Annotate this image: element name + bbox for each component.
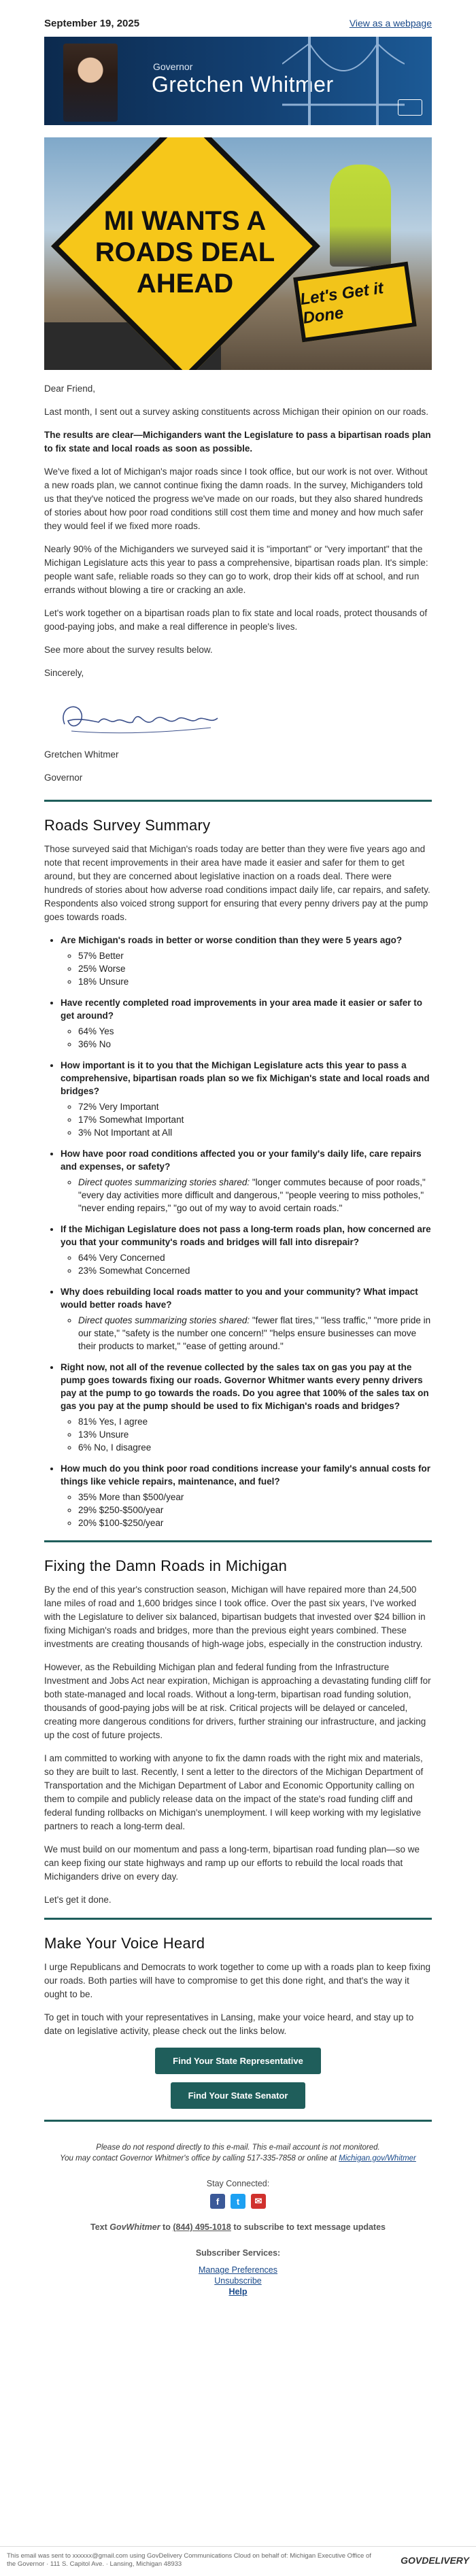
fix-paragraph: By the end of this year's construction season, Michigan will have repaired more than 24,500 lane miles of road and 1,600 bridges since I took office. Over the past six years, I've worked with the Legislature to deliver six balanced, bipartisan budgets that invested over $24 billion in fixing Michigan's roads and bridges, more than the previous eight years combined. These investments are creating thousands of high-wage jobs, especially in the construction industry. (44, 1584, 426, 1649)
survey-answer: ◦ 72% Very Important (78, 1100, 432, 1113)
survey-question: • How important is it to you that the Michigan Legislature acts this year to pass a comprehensive, bipartisan roads plan so we fix Michigan's state and local roads and bridges? ◦ 72% Very Important ◦ 17% Somewhat Important ◦ 3% Not Important at All (61, 1059, 432, 1139)
fix-paragraph: However, as the Rebuilding Michigan plan and federal funding from the Infrastructure Investment and Jobs Act near expiration, Michigan is approaching a devastating funding cliff for both state-managed and local roads. Without a long-term, bipartisan road funding solution, thousands of good-paying jobs will be at risk. Critical projects will be delayed or canceled, creating more dangerous conditions for drivers, further straining our infrastructure, and jacking up the cost of future projects. (44, 1662, 431, 1740)
legal-footer (0, 2546, 476, 2569)
email-topbar (44, 0, 432, 37)
govdelivery-logo: GOVDELIVERY (401, 2555, 469, 2566)
footer-note: Please do not respond directly to this e-mail. This e-mail account is not monitored. You may contact Governor Whitmer's office by calling 517-335-7858 or online at Michigan.gov/Whitmer (60, 2143, 416, 2163)
banner-name: Gretchen Whitmer (152, 72, 334, 97)
survey-answer: ◦ 23% Somewhat Concerned (78, 1264, 432, 1277)
survey-answer: ◦ 64% Very Concerned (78, 1251, 432, 1264)
bridge-icon (282, 37, 405, 125)
email-icon[interactable]: ✉ (251, 2194, 266, 2209)
governor-portrait (63, 44, 118, 122)
survey-question: • Are Michigan's roads in better or worse condition than they were 5 years ago? ◦ 57% Better ◦ 25% Worse ◦ 18% Unsure (61, 934, 432, 988)
survey-answer: ◦ 29% $250-$500/year (78, 1504, 432, 1516)
survey-quote: ◦ Direct quotes summarizing stories shared: "longer commutes because of poor roads," "every day activities more difficult and dangerous," "people veering to miss potholes," "never ending repairs," "go out of my way to avoid certain roads." (78, 1176, 432, 1215)
find-state-representative-button[interactable]: Find Your State Representative (155, 2048, 321, 2074)
section-divider (44, 2120, 432, 2122)
section-divider (44, 800, 432, 802)
fix-roads-heading: Fixing the Damn Roads in Michigan (44, 1557, 288, 1574)
letter-paragraph: We've fixed a lot of Michigan's major roads since I took office, but our work is not over. Without a new roads plan, we cannot continue fixing the damn roads. In the survey, Michiganders told us that they've noticed the progress we've made on our roads, but they also shared hundreds of stories about how poor road conditions still cost them time and money and how much safer they would feel if we fixed more roads. (44, 467, 428, 531)
fix-paragraph: We must build on our momentum and pass a long-term, bipartisan road funding plan—so we can keep fixing our state highways and ramp up our efforts to rebuild the local roads that Michiganders drive on every day. (44, 1844, 420, 1882)
survey-intro: Those surveyed said that Michigan's roads today are better than they were five years ago and note that recent improvements in their area have made it easier and safer for them to get around, but they are concerned about legislative inaction on a roads deal. There were hundreds of stories about how adverse road conditions impact daily life, car repairs, and safety. Respondents also voiced strong support for ensuring that every penny drivers pay at the pump goes towards roads. (44, 844, 430, 922)
letter-highlight: The results are clear—Michiganders want the Legislature to pass a bipartisan roads plan to fix state and local roads as soon as possible. (44, 430, 431, 454)
greeting: Dear Friend, (44, 384, 96, 394)
section-divider (44, 1918, 432, 1920)
subscriber-links (44, 2265, 432, 2297)
stay-connected-label: Stay Connected: (206, 2179, 270, 2188)
survey-results-list (44, 934, 432, 1529)
voice-paragraph: To get in touch with your representatives in Lansing, make your voice heard, and stay up to date on legislative activity, please check out the links below. (44, 2012, 414, 2036)
twitter-icon[interactable]: t (231, 2194, 245, 2209)
fix-paragraph: I am committed to working with anyone to fix the damn roads with the right mix and materials, so they are built to last. Recently, I sent a letter to the directors of the Michigan Department of Transportation and the Michigan Department of Labor and Economic Opportunity calling on them to compile and publicly release data on the impact of the state's road funding cliff and federal funding rollbacks on Michigan's unemployment. I will keep working with my legislative partners to reach a long-term deal. (44, 1753, 424, 1831)
survey-answer: ◦ 18% Unsure (78, 975, 432, 988)
find-state-senator-button[interactable]: Find Your State Senator (171, 2082, 306, 2109)
survey-answer: ◦ 17% Somewhat Important (78, 1113, 432, 1126)
letter-paragraph: Nearly 90% of the Michiganders we surveyed said it is "important" or "very important" that the Michigan Legislature acts this year to pass a comprehensive, bipartisan roads plan. It's simple: people want safe, reliable roads so they can go to work, drop their kids off at school, and run errands without blowing a tire or cracking an axle. (44, 544, 428, 595)
section-divider (44, 1540, 432, 1542)
signature-image (44, 690, 432, 748)
letter-paragraph: Let's work together on a bipartisan roads plan to fix state and local roads, protect thousands of good-paying jobs, and make a real difference in people's lives. (44, 608, 428, 632)
social-links (44, 2194, 432, 2209)
email-date: September 19, 2025 (44, 17, 140, 29)
banner-kicker: Governor (153, 61, 193, 72)
survey-answer: ◦ 81% Yes, I agree (78, 1415, 432, 1428)
facebook-icon[interactable]: f (210, 2194, 225, 2209)
fix-paragraph: Let's get it done. (44, 1895, 112, 1905)
view-as-webpage-link[interactable]: View as a webpage (349, 18, 432, 29)
road-sign-text: MI WANTS A ROADS DEAL AHEAD (95, 206, 275, 299)
signer-title: Governor (44, 773, 83, 783)
text-subscribe-line: Text GovWhitmer to (844) 495-1018 to subscribe to text message updates (90, 2222, 386, 2232)
survey-answer: ◦ 25% Worse (78, 962, 432, 975)
survey-answer: ◦ 35% More than $500/year (78, 1491, 432, 1504)
help-link[interactable]: Help (228, 2287, 248, 2297)
letter-paragraph: See more about the survey results below. (44, 645, 213, 655)
letter-paragraph: Last month, I sent out a survey asking constituents across Michigan their opinion on our roads. (44, 407, 429, 417)
signature-icon (51, 694, 228, 741)
closing: Sincerely, (44, 668, 84, 678)
survey-question: • How much do you think poor road conditions increase your family's annual costs for things like vehicle repairs, maintenance, and fuel? ◦ 35% More than $500/year ◦ 29% $250-$500/year ◦ 20% $100-$250/year (61, 1462, 432, 1529)
survey-question: • Right now, not all of the revenue collected by the sales tax on gas you pay at the pump goes towards fixing our roads. Governor Whitmer wants every penny drivers pay at the pump to go towards the roads. Do you agree that 100% of the sales tax on gas you pay at the pump should be used to fix Michigan's roads and bridges? ◦ 81% Yes, I agree ◦ 13% Unsure ◦ 6% No, I disagree (61, 1361, 432, 1454)
survey-answer: ◦ 57% Better (78, 949, 432, 962)
survey-question: • Have recently completed road improvements in your area made it easier or safer to get around? ◦ 64% Yes ◦ 36% No (61, 996, 432, 1051)
survey-question: • Why does rebuilding local roads matter to you and your community? What impact would better roads have? ◦ Direct quotes summarizing stories shared: "fewer flat tires," "less traffic," "more pride in our state," "safety is the number one concern!" "helps ensure businesses can move their products to market," "ease of getting around." (61, 1285, 432, 1353)
survey-question: • How have poor road conditions affected you or your family's daily life, care repairs and expenses, or safety? ◦ Direct quotes summarizing stories shared: "longer commutes because of poor roads," "every day activities more difficult and dangerous," "people veering to miss potholes," "never ending repairs," "go out of my way to avoid certain roads." (61, 1147, 432, 1215)
lets-get-it-done-badge: Let's Get it Done (293, 262, 417, 343)
governor-website-link[interactable]: Michigan.gov/Whitmer (339, 2154, 416, 2163)
governor-banner (44, 37, 432, 125)
legal-line: This email was sent to xxxxxx@gmail.com using GovDelivery Communications Cloud on behalf of: Michigan Executive Office of (7, 2552, 371, 2560)
subscriber-services-label: Subscriber Services: (195, 2248, 281, 2258)
manage-preferences-link[interactable]: Manage Preferences (198, 2265, 278, 2275)
survey-question: • If the Michigan Legislature does not pass a long-term roads plan, how concerned are you that your community's roads and bridges will fall into disrepair? ◦ 64% Very Concerned ◦ 23% Somewhat Concerned (61, 1223, 432, 1277)
hero-image (44, 137, 432, 370)
survey-heading: Roads Survey Summary (44, 817, 211, 834)
survey-answer: ◦ 3% Not Important at All (78, 1126, 432, 1139)
survey-answer: ◦ 13% Unsure (78, 1428, 432, 1441)
voice-heading: Make Your Voice Heard (44, 1935, 205, 1952)
unsubscribe-link[interactable]: Unsubscribe (214, 2276, 262, 2286)
survey-answer: ◦ 20% $100-$250/year (78, 1516, 432, 1529)
survey-answer: ◦ 64% Yes (78, 1025, 432, 1038)
survey-quote: ◦ Direct quotes summarizing stories shared: "fewer flat tires," "less traffic," "more pride in our state," "safety is the number one concern!" "helps ensure businesses can move their products to market," "ease of getting around." (78, 1314, 432, 1353)
legal-line: the Governor · 111 S. Capitol Ave. · Lansing, Michigan 48933 (7, 2560, 182, 2568)
signer-name: Gretchen Whitmer (44, 749, 119, 760)
sms-number-link[interactable]: (844) 495-1018 (173, 2222, 231, 2232)
voice-paragraph: I urge Republicans and Democrats to work together to come up with a roads plan to keep fixing our roads. Both parties will have to compromise to get this done right, and that's the way it ought to be. (44, 1962, 431, 1999)
survey-answer: ◦ 36% No (78, 1038, 432, 1051)
survey-answer: ◦ 6% No, I disagree (78, 1441, 432, 1454)
state-seal-icon (398, 99, 422, 116)
road-worker (330, 165, 391, 267)
